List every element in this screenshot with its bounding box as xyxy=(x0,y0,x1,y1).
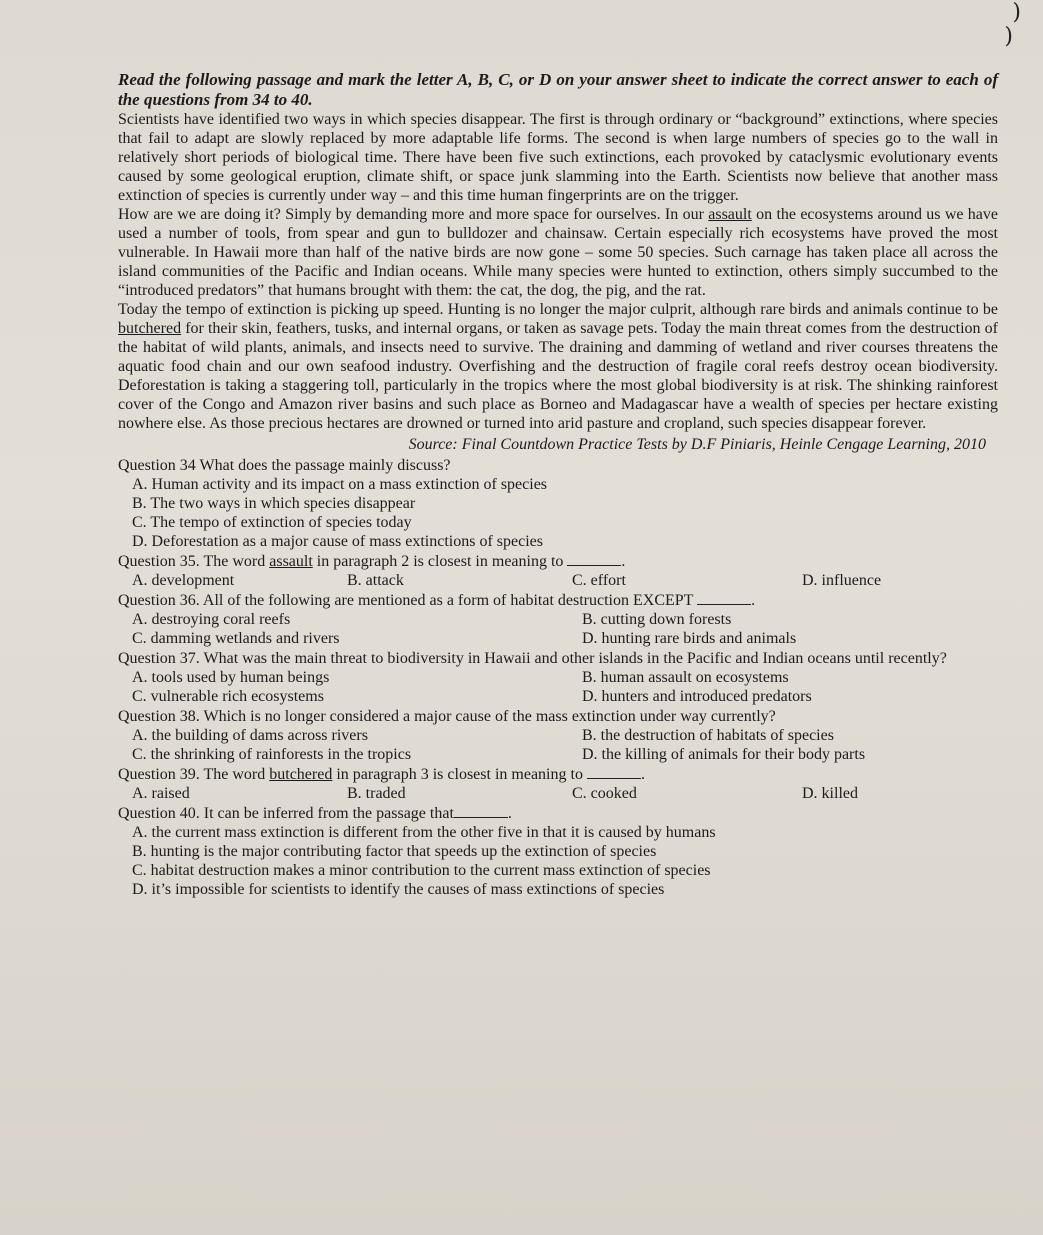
option-c: C. cooked xyxy=(572,785,637,802)
options-row xyxy=(118,784,998,803)
document-body xyxy=(118,70,998,899)
option-b: B. human assault on ecosystems xyxy=(582,669,789,686)
option-a: A. development xyxy=(132,572,235,589)
option-c: C. habitat destruction makes a minor contribution to the current mass extinction of species xyxy=(132,862,711,879)
options-row xyxy=(118,687,998,706)
question-40 xyxy=(118,804,998,899)
option-d: D. hunters and introduced predators xyxy=(582,688,812,705)
option-c: C. vulnerable rich ecosystems xyxy=(132,688,324,705)
question-39 xyxy=(118,765,998,803)
option-d: D. hunting rare birds and animals xyxy=(582,630,797,647)
passage-paragraph-2: How are we are doing it? Simply by demanding more and more space for ourselves. In our assault on the ecosystems around us we have used a number of tools, from spear and gun to bulldozer and chainsaw. Certain especially rich ecosystems have proved the most vulnerable. In Hawaii more than half of the native birds are now gone – some 50 species. Such carnage has taken place all across the island communities of the Pacific and Indian oceans. While many species were hunted to extinction, others simply succumbed to the “introduced predators” that humans brought with them: the cat, the dog, the pig, and the rat. xyxy=(118,206,999,299)
option-b: B. attack xyxy=(347,572,404,589)
option-a: A. the current mass extinction is different from the other five in that it is caused by humans xyxy=(132,824,716,841)
question-stem: Question 40. It can be inferred from the passage that . xyxy=(118,805,512,822)
option-d: D. killed xyxy=(802,785,858,802)
option-c: C. the shrinking of rainforests in the tropics xyxy=(132,746,412,763)
option-a: A. Human activity and its impact on a mass extinction of species xyxy=(132,476,548,493)
question-38 xyxy=(118,707,998,764)
option-c: C. The tempo of extinction of species today xyxy=(132,514,412,531)
option-b: B. The two ways in which species disappear xyxy=(132,495,416,512)
passage-paragraph-1: Scientists have identified two ways in which species disappear. The first is through ordinary or “background” extinctions, where species that fail to adapt are slowly replaced by more adaptable life forms. The second is when large numbers of species go to the wall in relatively short periods of biological time. There have been five such extinctions, each provoked by cataclysmic evolutionary events caused by some geological eruption, climate shift, or space junk slamming into the Earth. Scientists now believe that another mass extinction of species is currently under way – and this time human fingerprints are on the trigger. xyxy=(118,111,998,204)
source-citation: Source: Final Countdown Practice Tests by D.F Piniaris, Heinle Cengage Learning, 2010 xyxy=(408,436,986,453)
options-row xyxy=(118,668,998,687)
answer-blank xyxy=(697,592,751,605)
question-37 xyxy=(118,649,998,706)
options-row xyxy=(118,726,998,745)
question-stem: Question 36. All of the following are mentioned as a form of habitat destruction EXCEPT . xyxy=(118,592,756,609)
question-35 xyxy=(118,552,998,590)
option-b: B. cutting down forests xyxy=(582,611,732,628)
option-a: A. raised xyxy=(132,785,190,802)
answer-blank xyxy=(454,805,508,818)
option-c: C. damming wetlands and rivers xyxy=(132,630,340,647)
passage-paragraph-3: Today the tempo of extinction is picking up speed. Hunting is no longer the major culprit, although rare birds and animals continue to be butchered for their skin, feathers, tusks, and internal organs, or taken as savage pets. Today the main threat comes from the destruction of the habitat of wild plants, animals, and insects need to survive. The draining and damming of wetland and river courses threatens the aquatic food chain and our own seafood industry. Overfishing and the destruction of fragile coral reefs destroy ocean biodiversity. Deforestation is taking a staggering toll, particularly in the tropics where the most global biodiversity is at risk. The shinking rainforest cover of the Congo and Amazon river basins and such place as Borneo and Madagascar have a wealth of species per hectare existing nowhere else. As those precious hectares are drowned or turned into arid pasture and cropland, such species disappear forever. xyxy=(118,301,998,432)
question-stem: Question 38. Which is no longer considered a major cause of the mass extinction under way currently? xyxy=(118,708,776,725)
answer-blank xyxy=(567,553,621,566)
question-stem: Question 35. The word assault in paragraph 2 is closest in meaning to . xyxy=(118,553,626,570)
option-a: A. tools used by human beings xyxy=(132,669,330,686)
corner-mark-second: ) xyxy=(1004,24,1013,49)
option-b: B. traded xyxy=(347,785,406,802)
instruction: Read the following passage and mark the letter A, B, C, or D on your answer sheet to indicate the correct answer to each of the questions from 34 to 40. xyxy=(118,70,998,109)
option-b: B. the destruction of habitats of species xyxy=(582,727,834,744)
underlined-word: assault xyxy=(708,206,752,223)
question-stem: Question 34 What does the passage mainly discuss? xyxy=(118,457,451,474)
options-row xyxy=(118,571,998,590)
option-d: D. the killing of animals for their body parts xyxy=(582,746,866,763)
question-34 xyxy=(118,456,998,551)
question-stem: Question 37. What was the main threat to biodiversity in Hawaii and other islands in the Pacific and Indian oceans until recently? xyxy=(118,650,947,667)
option-d: D. Deforestation as a major cause of mass extinctions of species xyxy=(132,533,543,550)
answer-blank xyxy=(587,766,641,779)
options-row xyxy=(118,745,998,764)
underlined-word: butchered xyxy=(118,320,182,337)
underlined-word: butchered xyxy=(269,766,333,783)
options-row xyxy=(118,610,998,629)
option-c: C. effort xyxy=(572,572,626,589)
options-row xyxy=(118,629,998,648)
question-stem: Question 39. The word butchered in paragraph 3 is closest in meaning to . xyxy=(118,766,645,783)
option-a: A. destroying coral reefs xyxy=(132,611,291,628)
option-d: D. influence xyxy=(802,572,882,589)
option-d: D. it’s impossible for scientists to identify the causes of mass extinctions of species xyxy=(132,881,665,898)
underlined-word: assault xyxy=(269,553,313,570)
option-a: A. the building of dams across rivers xyxy=(132,727,368,744)
question-36 xyxy=(118,591,998,648)
option-b: B. hunting is the major contributing factor that speeds up the extinction of species xyxy=(132,843,657,860)
corner-mark-top: ) xyxy=(1012,0,1021,25)
